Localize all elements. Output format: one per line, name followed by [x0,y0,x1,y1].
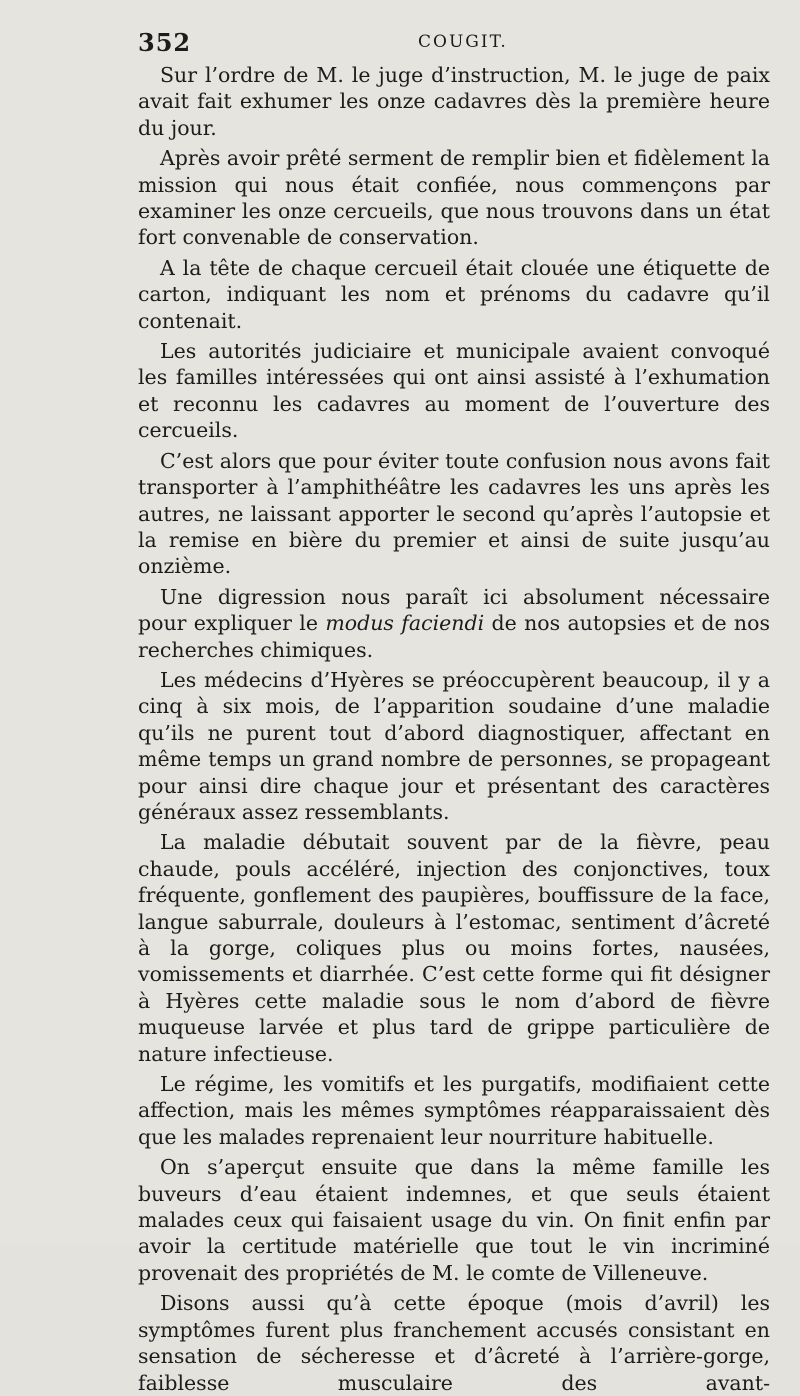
paragraph-text: de nos autopsies et de nos recherches chimiques. [138,611,770,662]
paragraph: Les autorités judiciaire et municipale avaient convoqué les familles intéressées qui ont ainsi assisté à l’exhumation et reconnu les cadavres au moment de l’ouverture des cercueils. [138,339,770,443]
paragraph: Les médecins d’Hyères se préoccupèrent beaucoup, il y a cinq à six mois, de l’apparition soudaine d’une maladie qu’ils ne purent tout d’abord diagnostiquer, affectant en même temps un grand nombre de personnes, se propageant pour ainsi dire chaque jour et présentant des caractères généraux assez ressemblants. [138,667,770,824]
page-header [138,28,770,58]
paragraph: On s’aperçut ensuite que dans la même famille les buveurs d’eau étaient indemnes, et que seuls étaient malades ceux qui faisaient usage du vin. On finit enfin par avoir la certitude matérielle que tout le vin incriminé provenait des propriétés de M. le comte de Villeneuve. [138,1155,770,1285]
body-text [138,62,770,1396]
paragraph: Sur l’ordre de M. le juge d’instruction, M. le juge de paix avait fait exhumer les onze cadavres dès la première heure du jour. [138,63,770,140]
paragraph-text: Une digression nous paraît ici absolument nécessaire pour expliquer le [138,584,770,636]
paragraph: Disons aussi qu’à cette époque (mois d’avril) les symptômes furent plus franchement accusés consistant en sensation de sécheresse et d’âcreté à l’arrière-gorge, faiblesse musculaire des avant- [138,1291,770,1395]
paragraph: Le régime, les vomitifs et les purgatifs, modifiaient cette affection, mais les mêmes symptômes réapparaissaient dès que les malades reprenaient leur nourriture habituelle. [138,1072,770,1149]
paragraph: Après avoir prêté serment de remplir bien et fidèlement la mission qui nous était confiée, nous commençons par examiner les onze cercueils, que nous trouvons dans un état fort convenable de conservation. [138,146,770,250]
paragraph: A la tête de chaque cercueil était clouée une étiquette de carton, indiquant les nom et prénoms du cadavre qu’il contenait. [138,255,770,333]
paragraph: La maladie débutait souvent par de la fièvre, peau chaude, pouls accéléré, injection des conjonctives, toux fréquente, gonflement des paupières, bouffissure de la face, langue saburrale, douleurs à l’estomac, sentiment d’âcreté à la gorge, coliques plus ou moins fortes, nausées, vomissements et diarrhée. C’est cette forme qui fit désigner à Hyères cette maladie sous le nom d’abord de fièvre muqueuse larvée et plus tard de grippe particulière de nature infectieuse. [138,830,770,1066]
paragraph: C’est alors que pour éviter toute confusion nous avons fait transporter à l’amphithéâtre les cadavres les uns après les autres, ne laissant apporter le second qu’après l’autopsie et la remise en bière du premier et ainsi de suite jusqu’au onzième. [138,448,770,579]
paragraph [138,584,770,663]
latin-phrase: modus faciendi [325,611,485,636]
running-head: COUGIT. [418,32,508,52]
page-number: 352 [138,28,192,57]
